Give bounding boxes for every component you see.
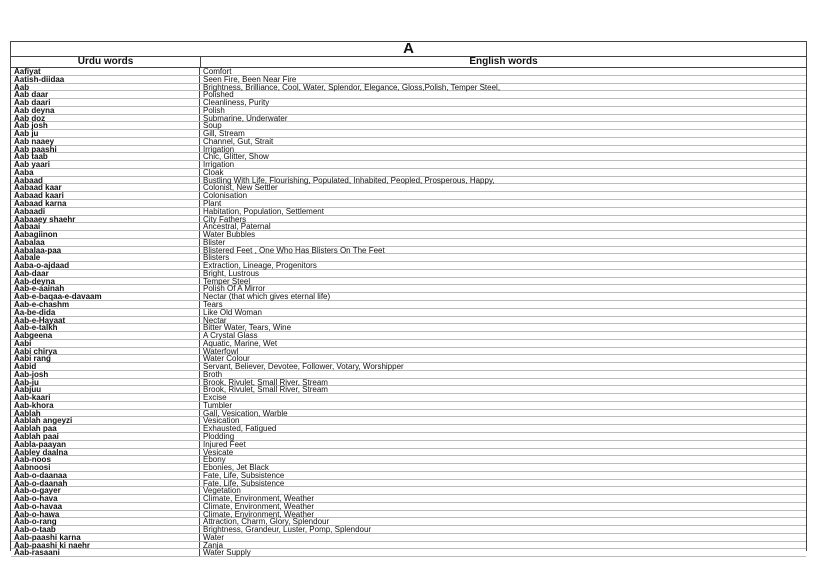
table-row (11, 542, 806, 550)
urdu-word: Aab-khora (11, 402, 200, 409)
english-meaning: Ebonies, Jet Black (203, 463, 269, 473)
urdu-word: Aabnoosi (11, 464, 200, 471)
table-row (11, 425, 806, 433)
english-meaning: Polished (203, 90, 234, 100)
english-meaning: A Crystal Glass (203, 331, 258, 341)
table-row (11, 518, 806, 526)
table-row (11, 146, 806, 154)
english-meaning: Chic, Glitter, Show (203, 152, 269, 162)
english-meaning: Climate, Environment, Weather (203, 494, 315, 504)
urdu-word: Aabaai (11, 223, 200, 230)
table-row (11, 371, 806, 379)
urdu-word: Aab-o-hava (11, 495, 200, 502)
urdu-word: Aab-e-talkh (11, 324, 200, 331)
table-row (11, 487, 806, 495)
table-row (11, 208, 806, 216)
english-meaning: Bright, Lustrous (203, 268, 260, 278)
urdu-word: Aab doz (11, 115, 200, 122)
english-meaning: Fate, Life, Subsistence (203, 470, 285, 480)
urdu-word: Aab paashi (11, 146, 200, 153)
table-row (11, 511, 806, 519)
english-column-header: English words (469, 56, 538, 67)
table-row (11, 549, 806, 557)
table-row (11, 464, 806, 472)
urdu-word: Aabgeena (11, 332, 200, 339)
urdu-word: Aabaad (11, 177, 200, 184)
table-row (11, 402, 806, 410)
urdu-word: Aabi (11, 340, 200, 347)
urdu-word: Aabale (11, 254, 200, 261)
urdu-word: Aab yaari (11, 161, 200, 168)
urdu-word: Aab daari (11, 99, 200, 106)
table-row (11, 441, 806, 449)
table-row (11, 456, 806, 464)
english-meaning: Like Old Woman (203, 307, 262, 317)
table-row (11, 301, 806, 309)
table-row (11, 293, 806, 301)
urdu-word: Aabid (11, 363, 200, 370)
english-meaning: Water Supply (203, 548, 251, 558)
english-meaning: Plant (203, 199, 222, 209)
english-meaning: Tumbler (203, 400, 233, 410)
urdu-word: Aabaadi (11, 208, 200, 215)
urdu-word: Aatish-diidaa (11, 76, 200, 83)
urdu-word: Aab-o-hawa (11, 511, 200, 518)
english-meaning: Channel, Gut, Strait (203, 136, 274, 146)
urdu-word: Aab-kaari (11, 394, 200, 401)
table-row (11, 386, 806, 394)
english-meaning: Temper Steel (203, 276, 251, 286)
english-meaning: Nectar (203, 315, 227, 325)
urdu-word: Aab-o-taab (11, 526, 200, 533)
table-row (11, 332, 806, 340)
urdu-word: Aab-paashi ki naehr (11, 542, 200, 549)
table-row (11, 107, 806, 115)
english-meaning: Brook, Rivulet, Small River, Stream (203, 385, 328, 395)
table-row (11, 68, 806, 76)
urdu-word: Aabalaa (11, 239, 200, 246)
english-meaning: Comfort (203, 67, 232, 76)
english-meaning: Extraction, Lineage, Progenitors (203, 261, 317, 271)
urdu-word: Aab-rasaani (11, 549, 200, 556)
english-meaning: Habitation, Population, Settlement (203, 206, 324, 216)
urdu-word: Aab-paashi karna (11, 534, 200, 541)
table-row (11, 410, 806, 418)
english-meaning: Zanja (203, 540, 224, 550)
table-row (11, 363, 806, 371)
urdu-word: Aabjuu (11, 386, 200, 393)
table-row (11, 285, 806, 293)
table-row (11, 503, 806, 511)
table-row (11, 379, 806, 387)
urdu-word: Aabaad kaari (11, 192, 200, 199)
english-meaning: Cloak (203, 167, 224, 177)
urdu-word: Aab taab (11, 153, 200, 160)
dictionary-table (10, 40, 807, 558)
urdu-word: Aab-o-daanaa (11, 472, 200, 479)
english-meaning: Exhausted, Fatigued (203, 424, 277, 434)
table-row (11, 433, 806, 441)
table-row (11, 480, 806, 488)
table-row (11, 192, 806, 200)
english-meaning: Water (203, 532, 225, 542)
table-row (11, 472, 806, 480)
urdu-word: Aablah paai (11, 433, 200, 440)
urdu-word: Aab-deyna (11, 278, 200, 285)
english-meaning: Soup (203, 121, 222, 131)
english-meaning: Irrigation (203, 144, 235, 154)
urdu-word: Aab-ju (11, 379, 200, 386)
table-row (11, 262, 806, 270)
table-row (11, 239, 806, 247)
urdu-word: Aabla-paayan (11, 441, 200, 448)
table-row (11, 324, 806, 332)
urdu-word: Aabagiinon (11, 231, 200, 238)
table-row (11, 130, 806, 138)
table-row (11, 99, 806, 107)
english-meaning: Waterfowl (203, 346, 239, 356)
table-row (11, 247, 806, 255)
english-meaning: Climate, Environment, Weather (203, 501, 315, 511)
urdu-column-header: Urdu words (11, 57, 201, 67)
table-row (11, 153, 806, 161)
urdu-word: Aab-josh (11, 371, 200, 378)
english-meaning: Irrigation (203, 160, 235, 170)
urdu-word: Aablah paa (11, 425, 200, 432)
english-meaning: Fate, Life, Subsistence (203, 478, 285, 488)
urdu-word: Aablah (11, 410, 200, 417)
urdu-word: Aabaad karna (11, 200, 200, 207)
urdu-word: Aab naaey (11, 138, 200, 145)
table-row (11, 216, 806, 224)
urdu-word: Aab-e-aainah (11, 285, 200, 292)
urdu-word: Aabi chirya (11, 348, 200, 355)
urdu-word: Aa-be-dida (11, 309, 200, 316)
table-header (11, 57, 806, 68)
english-meaning: Ebony (203, 455, 226, 465)
english-meaning: City Fathers (203, 214, 247, 224)
urdu-word: Aab-o-rang (11, 518, 200, 525)
english-meaning: Polish Of A Mirror (203, 284, 266, 294)
table-row (11, 91, 806, 99)
table-row (11, 394, 806, 402)
urdu-word: Aab deyna (11, 107, 200, 114)
english-meaning: Aquatic, Marine, Wet (203, 338, 278, 348)
english-meaning: Brightness, Brilliance, Cool, Water, Splendor, Elegance, Gloss,Polish, Temper Steel, (203, 82, 501, 92)
table-row (11, 278, 806, 286)
table-row (11, 317, 806, 325)
table-row (11, 122, 806, 130)
table-row (11, 138, 806, 146)
table-row (11, 270, 806, 278)
english-meaning: Ancestral, Paternal (203, 222, 271, 232)
urdu-word: Aab-o-havaa (11, 503, 200, 510)
urdu-word: Aab daar (11, 91, 200, 98)
english-meaning: Colonist, New Settler (203, 183, 278, 193)
table-row (11, 84, 806, 92)
table-row (11, 177, 806, 185)
urdu-word: Aab-e-chashm (11, 301, 200, 308)
urdu-word: Aab josh (11, 122, 200, 129)
table-row (11, 495, 806, 503)
urdu-word: Aabaad kaar (11, 184, 200, 191)
english-meaning: Excise (203, 393, 227, 403)
urdu-word: Aafiyat (11, 68, 200, 75)
urdu-word: Aab-noos (11, 456, 200, 463)
english-meaning: Broth (203, 369, 223, 379)
english-meaning: Bitter Water, Tears, Wine (203, 323, 292, 333)
english-meaning: Gall, Vesication, Warble (203, 408, 288, 418)
table-row (11, 115, 806, 123)
urdu-word: Aabalaa-paa (11, 247, 200, 254)
urdu-word: Aabaaey shaehr (11, 216, 200, 223)
english-meaning: Tears (203, 299, 223, 309)
english-meaning: Blistered Feet , One Who Has Blisters On The Feet (203, 245, 385, 255)
english-meaning: Bustling With Life, Flourishing, Populated, Inhabited, Peopled, Prosperous, Happy, (203, 175, 495, 185)
english-meaning: Gill, Stream (203, 129, 245, 139)
table-row (11, 231, 806, 239)
urdu-word: Aab-e-baqaa-e-davaam (11, 293, 200, 300)
urdu-word: Aabi rang (11, 355, 200, 362)
urdu-word: Aabley daalna (11, 449, 200, 456)
english-meaning: Nectar (that which gives eternal life) (203, 292, 331, 302)
english-meaning: Cleanliness, Purity (203, 98, 270, 108)
urdu-word: Aab-daar (11, 270, 200, 277)
urdu-word: Aab-o-gayer (11, 487, 200, 494)
english-meaning: Servant, Believer, Devotee, Follower, Votary, Worshipper (203, 362, 404, 372)
table-row (11, 200, 806, 208)
table-body (11, 68, 806, 557)
english-meaning: Water Bubbles (203, 230, 256, 240)
english-meaning: Vegetation (203, 486, 241, 496)
table-row (11, 340, 806, 348)
english-meaning: Attraction, Charm, Glory, Splendour (203, 517, 330, 527)
english-meaning: Polish (203, 105, 225, 115)
english-meaning: Brook, Rivulet, Small River, Stream (203, 377, 328, 387)
table-row (11, 417, 806, 425)
english-meaning: Vesicate (203, 447, 234, 457)
english-meaning: Injured Feet (203, 439, 246, 449)
urdu-word: Aab-o-daanah (11, 480, 200, 487)
urdu-word: Aab-e-Hayaat (11, 317, 200, 324)
urdu-word: Aaba (11, 169, 200, 176)
english-meaning: Blisters (203, 253, 230, 263)
urdu-word: Aablah angeyzi (11, 417, 200, 424)
english-meaning: Submarine, Underwater (203, 113, 288, 123)
english-meaning: Blister (203, 237, 226, 247)
urdu-word: Aab (11, 84, 200, 91)
english-meaning: Brightness, Grandeur, Luster, Pomp, Splendour (203, 525, 372, 535)
urdu-word: Aab ju (11, 130, 200, 137)
english-meaning: Colonisation (203, 191, 248, 201)
english-meaning: Plodding (203, 431, 235, 441)
english-meaning: Climate, Environment, Weather (203, 509, 315, 519)
table-row (11, 355, 806, 363)
table-row (11, 184, 806, 192)
english-meaning: Seen Fire, Been Near Fire (203, 74, 297, 84)
english-meaning: Water Colour (203, 354, 250, 364)
table-row (11, 348, 806, 356)
table-row (11, 161, 806, 169)
table-row (11, 449, 806, 457)
english-meaning: Vesication (203, 416, 240, 426)
section-letter: A (11, 42, 806, 57)
urdu-word: Aaba-o-ajdaad (11, 262, 200, 269)
table-row (11, 534, 806, 542)
table-row (11, 309, 806, 317)
table-row (11, 223, 806, 231)
table-row (11, 254, 806, 262)
table-row (11, 526, 806, 534)
